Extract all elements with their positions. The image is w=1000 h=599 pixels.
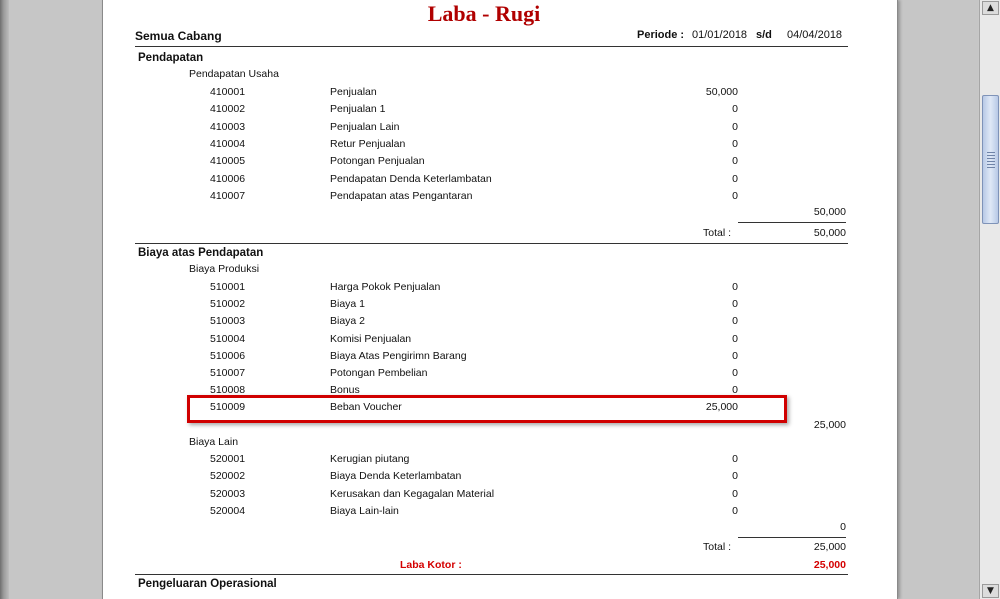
section-biaya-title: Biaya atas Pendapatan	[138, 247, 264, 259]
account-name: Pendapatan Denda Keterlambatan	[330, 172, 492, 185]
scrollbar-thumb[interactable]	[982, 95, 999, 224]
account-code: 520003	[210, 487, 246, 500]
account-code: 410002	[210, 103, 246, 116]
group-pendapatan-usaha: Pendapatan Usaha	[189, 68, 279, 80]
report-page	[102, 0, 898, 599]
account-value: 0	[732, 504, 738, 517]
account-name: Biaya Denda Keterlambatan	[330, 470, 462, 483]
section-rule	[135, 574, 848, 575]
section-rule	[135, 243, 848, 244]
account-code: 510007	[210, 367, 246, 379]
account-name: Harga Pokok Penjualan	[330, 281, 441, 293]
account-name: Bonus	[330, 384, 360, 397]
account-value: 0	[732, 487, 738, 500]
account-value: 0	[732, 103, 738, 116]
account-code: 510004	[210, 332, 246, 345]
account-code: 510006	[210, 349, 246, 362]
account-name: Pendapatan atas Pengantaran	[330, 189, 473, 202]
account-name: Retur Penjualan	[330, 137, 406, 150]
account-name: Potongan Pembelian	[330, 367, 428, 379]
account-name: Biaya 1	[330, 298, 366, 311]
account-code: 520002	[210, 470, 246, 483]
account-code: 410007	[210, 189, 246, 202]
account-value: 0	[732, 367, 738, 379]
account-value: 25,000	[705, 401, 738, 414]
account-name: Biaya 2	[330, 315, 366, 328]
account-name: Biaya Atas Pengirimn Barang	[330, 349, 467, 362]
section-pengeluaran-title: Pengeluaran Operasional	[138, 578, 277, 590]
account-name: Komisi Penjualan	[330, 332, 412, 345]
period-label: Periode :	[637, 29, 685, 41]
report-title: Laba - Rugi	[427, 1, 541, 26]
subtotal-biaya-lain: 0	[840, 521, 846, 533]
account-value: 0	[732, 332, 738, 345]
account-value: 0	[732, 470, 738, 483]
account-code: 410001	[210, 86, 246, 98]
account-code: 410005	[210, 155, 246, 168]
account-value: 0	[732, 189, 738, 202]
period-from: 01/01/2018	[692, 29, 748, 41]
account-name: Beban Voucher	[330, 401, 402, 414]
section-pendapatan-title: Pendapatan	[138, 52, 204, 64]
account-name: Kerugian piutang	[330, 453, 410, 465]
laba-kotor-label: Laba Kotor :	[400, 559, 462, 571]
account-value: 0	[732, 315, 738, 328]
arrow-up-icon[interactable]: ▲	[982, 1, 999, 15]
account-value: 0	[732, 120, 738, 133]
subtotal-rule	[738, 222, 846, 223]
report-viewer-canvas	[9, 0, 978, 599]
account-code: 510002	[210, 298, 246, 311]
account-code: 510003	[210, 315, 246, 328]
left-gutter	[0, 0, 9, 599]
account-value: 0	[732, 281, 738, 293]
laba-kotor-value: 25,000	[813, 559, 846, 571]
total-label: Total :	[702, 227, 731, 239]
period-sep: s/d	[756, 29, 772, 41]
total-pendapatan: 50,000	[813, 227, 846, 239]
account-name: Potongan Penjualan	[330, 155, 425, 168]
account-code: 510001	[210, 281, 246, 293]
vertical-scrollbar[interactable]	[979, 0, 1000, 599]
account-code: 510008	[210, 384, 246, 397]
subtotal-biaya-produksi: 25,000	[813, 419, 846, 431]
period-to: 04/04/2018	[787, 29, 843, 41]
account-code: 410003	[210, 120, 246, 133]
account-value: 0	[732, 453, 738, 465]
account-value: 0	[732, 298, 738, 311]
subtotal-rule	[738, 537, 846, 538]
account-name: Biaya Lain-lain	[330, 504, 399, 517]
account-value: 0	[732, 172, 738, 185]
account-name: Penjualan 1	[330, 103, 386, 116]
account-code: 410006	[210, 172, 246, 185]
branch-label: Semua Cabang	[135, 29, 222, 43]
arrow-down-icon[interactable]: ▼	[982, 584, 999, 598]
header-rule	[135, 46, 848, 47]
account-name: Kerusakan dan Kegagalan Material	[330, 487, 495, 500]
account-code: 510009	[210, 401, 246, 414]
account-value: 0	[732, 155, 738, 168]
account-value: 0	[732, 137, 738, 150]
account-name: Penjualan Lain	[330, 120, 400, 133]
account-code: 520004	[210, 504, 246, 517]
group-biaya-produksi: Biaya Produksi	[189, 263, 260, 275]
account-value: 0	[732, 384, 738, 397]
account-code: 410004	[210, 137, 246, 150]
group-biaya-lain: Biaya Lain	[189, 436, 239, 448]
account-value: 0	[732, 349, 738, 362]
subtotal-pendapatan: 50,000	[813, 206, 846, 218]
account-code: 520001	[210, 453, 246, 465]
highlight-box	[187, 395, 787, 423]
total-biaya: 25,000	[813, 541, 846, 553]
total-label: Total :	[702, 541, 731, 553]
account-name: Penjualan	[330, 86, 377, 98]
account-value: 50,000	[705, 86, 738, 98]
